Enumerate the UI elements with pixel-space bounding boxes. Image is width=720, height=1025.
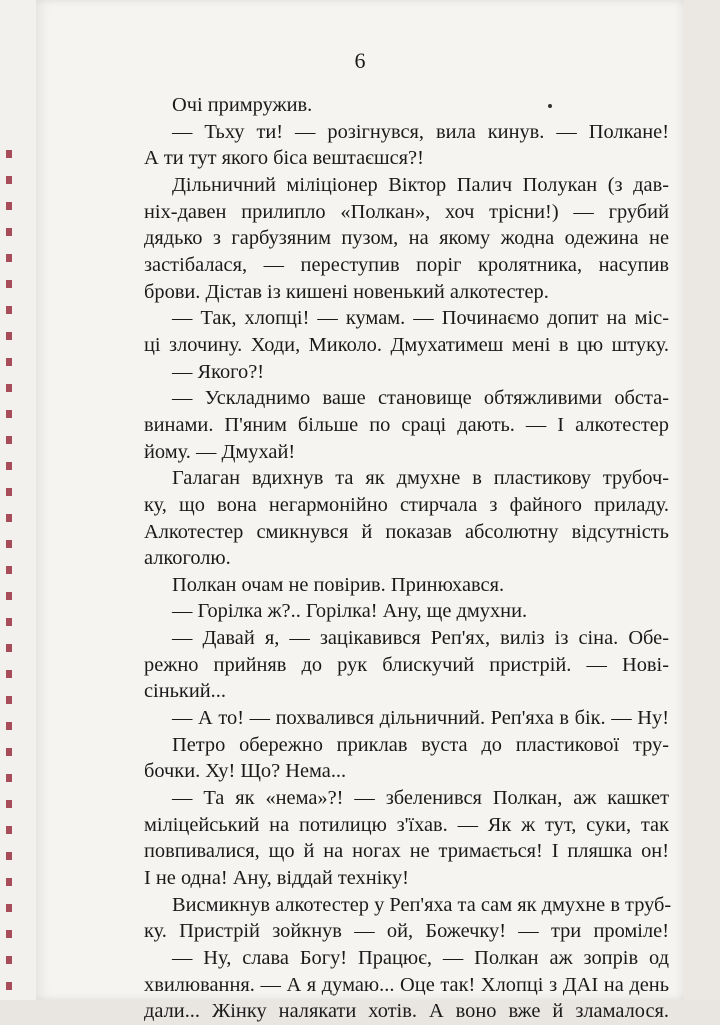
text-line: Очі примружив. <box>172 94 313 116</box>
text-line: Дільничний міліціонер Віктор Палич Полукан (з дав- <box>172 173 669 196</box>
text-line: Галаган вдихнув та як дмухне в пластикову трубоч- <box>172 467 669 490</box>
text-line: дали... Жінку налякати хотів. А воно вже й зламалося. <box>144 1000 669 1023</box>
text-line: ці злочину. Ходи, Миколо. Дмухатимеш мені в цю штуку. <box>144 333 669 356</box>
book-page <box>36 0 684 1023</box>
text-line: А ти тут якого біса вештаєшся?! <box>144 147 424 170</box>
text-line: — Давай я, — зацікавився Реп'ях, виліз із сіна. Обе- <box>172 627 669 650</box>
text-line: режно прийняв до рук блискучий пристрій. — Нові- <box>144 653 669 676</box>
text-line: брови. Дістав із кишені новенький алкотестер. <box>144 280 549 303</box>
text-line: застібалася, — переступив поріг кролятника, насупив <box>144 253 669 276</box>
text-line: хвилювання. — А я думаю... Оце так! Хлопці з ДАІ на день <box>144 973 669 996</box>
text-line: — Ну, слава Богу! Працює, — Полкан аж зопрів од <box>172 947 669 969</box>
text-line: міліцейський на потилицю з'їхав. — Як ж тут, суки, так <box>144 813 669 836</box>
text-line: І не одна! Ану, віддай техніку! <box>144 867 409 890</box>
binding-stitches <box>6 150 12 1000</box>
text-line: — Якого?! <box>172 360 265 383</box>
text-line: Алкотестер смикнувся й показав абсолютну відсутність <box>144 520 669 543</box>
text-line: ку. Пристрій зойкнув — ой, Божечку! — три проміле! <box>144 920 669 943</box>
text-line: ку, що вона негармонійно стирчала з файного приладу. <box>144 493 669 516</box>
left-margin <box>0 0 36 1000</box>
text-line: Висмикнув алкотестер у Реп'яха та сам як дмухне в труб- <box>172 893 672 916</box>
right-background <box>684 0 720 1000</box>
text-line: ніх-давен прилипло «Полкан», хоч трісни!) — грубий <box>144 200 669 223</box>
text-line: бочки. Ху! Що? Нема... <box>144 760 347 783</box>
text-line: алкоголю. <box>144 547 231 570</box>
text-line: — Тьху ти! — розігнувся, вила кинув. — Полкане! <box>172 120 669 143</box>
text-line: — Так, хлопці! — кумам. — Починаємо допит на міс- <box>172 307 669 330</box>
body-text <box>144 92 672 1025</box>
text-line: — А то! — похвалився дільничний. Реп'яха в бік. — Ну! <box>172 707 669 730</box>
text-line: винами. П'яним більше по сраці дають. — І алкотестер <box>144 413 669 436</box>
text-line: повпивалися, що й на ногах не тримається! І пляшка он! <box>144 840 669 863</box>
text-line: йому. — Дмухай! <box>144 440 296 463</box>
text-line: дядько з гарбузяним пузом, на якому жодна одежина не <box>144 227 669 250</box>
page-number: 6 <box>354 48 366 73</box>
text-line: Полкан очам не повірив. Принюхався. <box>172 573 505 596</box>
text-line: — Та як «нема»?! — збеленився Полкан, аж кашкет <box>172 787 669 810</box>
text-line: — Горілка ж?.. Горілка! Ану, ще дмухни. <box>172 600 528 623</box>
text-line: Петро обережно приклав вуста до пластикової тру- <box>172 733 669 756</box>
text-line: — Ускладнимо ваше становище обтяжливими обста- <box>172 387 669 410</box>
text-line: сінький... <box>144 680 226 703</box>
